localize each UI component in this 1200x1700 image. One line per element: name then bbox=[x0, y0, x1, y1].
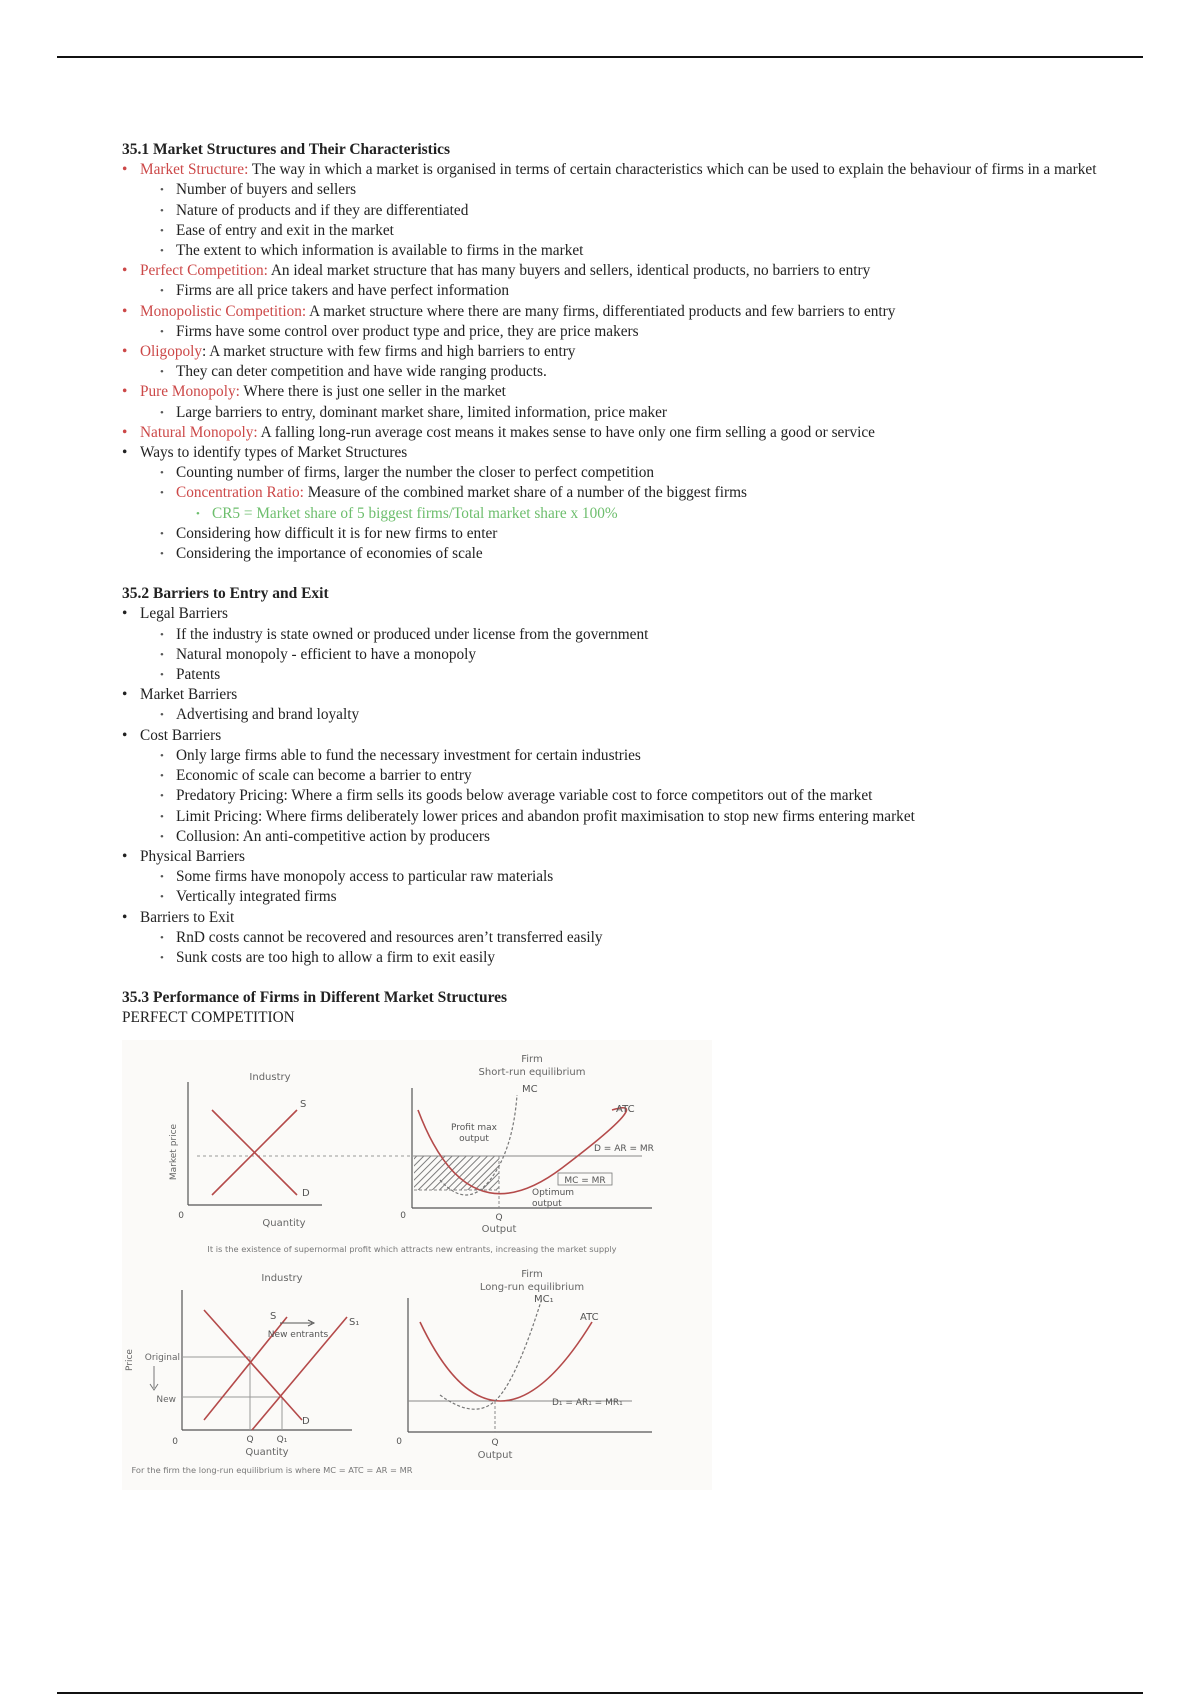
definition: Where there is just one seller in the market bbox=[239, 383, 506, 401]
lr-caption: For the firm the long-run equilibrium is where MC = ATC = AR = MR bbox=[131, 1465, 413, 1475]
list-item: • Collusion: An anti-competitive action by producers bbox=[122, 827, 1122, 847]
section-heading-35-2: 35.2 Barriers to Entry and Exit bbox=[122, 585, 329, 603]
list-item: • Large barriers to entry, dominant market share, limited information, price maker bbox=[122, 403, 1122, 423]
list-item: • RnD costs cannot be recovered and resources aren’t transferred easily bbox=[122, 928, 1122, 948]
term: Natural Monopoly: bbox=[140, 423, 258, 441]
term: Oligopoly bbox=[140, 343, 203, 361]
definition: A falling long-run average cost means it makes sense to have only one firm selling a good or service bbox=[257, 423, 875, 441]
section-35-1-list bbox=[122, 160, 1122, 564]
term: Pure Monopoly: bbox=[140, 383, 240, 401]
definition: Measure of the combined market share of a number of the biggest firms bbox=[303, 484, 747, 502]
list-item-cost-barriers: • Cost Barriers bbox=[122, 726, 1122, 746]
list-item: • Economic of scale can become a barrier to entry bbox=[122, 766, 1122, 786]
perfect-competition-figure bbox=[122, 1040, 712, 1490]
list-item: • Firms have some control over product type and price, they are price makers bbox=[122, 322, 1122, 342]
list-item: • Predatory Pricing: Where a firm sells its goods below average variable cost to force competitors out of the market bbox=[122, 786, 1122, 806]
list-item: • Nature of products and if they are differentiated bbox=[122, 201, 1122, 221]
sr-optimum-output-label: output bbox=[532, 1199, 562, 1209]
lr-price-label: Price bbox=[125, 1349, 135, 1371]
list-item-market-barriers: • Market Barriers bbox=[122, 685, 1122, 705]
sr-dar-mr-label: D = AR = MR bbox=[594, 1144, 654, 1154]
bottom-rule bbox=[57, 1692, 1143, 1694]
list-item-monopolistic-competition bbox=[122, 302, 1122, 322]
list-item: • If the industry is state owned or produced under license from the government bbox=[122, 625, 1122, 645]
term: Perfect Competition: bbox=[140, 262, 268, 280]
list-item: • Considering the importance of economies of scale bbox=[122, 544, 1122, 564]
sr-mc-label: MC bbox=[522, 1084, 538, 1095]
list-item-market-structure bbox=[122, 160, 1122, 180]
term: Market Structure: bbox=[140, 161, 249, 179]
lr-firm-title-1: Firm bbox=[521, 1269, 543, 1280]
list-item: • Counting number of firms, larger the number the closer to perfect competition bbox=[122, 463, 1122, 483]
sr-firm-x-label: Output bbox=[481, 1224, 517, 1235]
sr-optimum-label: Optimum bbox=[532, 1188, 575, 1198]
list-item-perfect-competition bbox=[122, 261, 1122, 281]
list-item: • Considering how difficult it is for new firms to enter bbox=[122, 524, 1122, 544]
section-subheading: PERFECT COMPETITION bbox=[122, 1009, 295, 1027]
lr-q1-label: Q₁ bbox=[276, 1435, 288, 1445]
list-item-pure-monopoly bbox=[122, 382, 1122, 402]
section-heading-35-3: 35.3 Performance of Firms in Different Market Structures bbox=[122, 989, 508, 1007]
term: Monopolistic Competition: bbox=[140, 302, 307, 320]
sr-firm-title-1: Firm bbox=[521, 1054, 543, 1065]
sr-industry-origin: 0 bbox=[178, 1211, 184, 1221]
list-item: • Sunk costs are too high to allow a firm to exit easily bbox=[122, 948, 1122, 968]
definition: The way in which a market is organised in terms of certain characteristics which can be used to explain the behaviour of firms in a market bbox=[248, 161, 1097, 179]
list-item: • They can deter competition and have wide ranging products. bbox=[122, 362, 1122, 382]
list-item-legal-barriers: • Legal Barriers bbox=[122, 604, 1122, 624]
list-item: • Some firms have monopoly access to particular raw materials bbox=[122, 867, 1122, 887]
section-35-2-list bbox=[122, 604, 1122, 968]
sr-q-label: Q bbox=[495, 1213, 503, 1223]
list-item: • Patents bbox=[122, 665, 1122, 685]
list-item: • Only large firms able to fund the necessary investment for certain industries bbox=[122, 746, 1122, 766]
lr-firm-x-label: Output bbox=[477, 1450, 513, 1461]
list-item: • The extent to which information is available to firms in the market bbox=[122, 241, 1122, 261]
list-item-barriers-to-exit: • Barriers to Exit bbox=[122, 908, 1122, 928]
lr-new-entrants-label: New entrants bbox=[267, 1330, 329, 1340]
lr-d1-label: D₁ = AR₁ = MR₁ bbox=[552, 1398, 623, 1408]
sr-mc-mr-label: MC = MR bbox=[564, 1176, 606, 1186]
list-item: • Natural monopoly - efficient to have a monopoly bbox=[122, 645, 1122, 665]
lr-mc1-label: MC₁ bbox=[534, 1294, 554, 1305]
lr-supply-shifted-label: S₁ bbox=[349, 1317, 360, 1328]
list-item-concentration-ratio bbox=[122, 483, 1122, 503]
sr-atc-label: ATC bbox=[616, 1104, 635, 1115]
lr-industry-x-label: Quantity bbox=[245, 1447, 289, 1458]
sr-profit-max-label: Profit max bbox=[451, 1123, 497, 1133]
lr-new-label: New bbox=[156, 1395, 176, 1405]
lr-industry-origin: 0 bbox=[172, 1437, 178, 1447]
formula: • CR5 = Market share of 5 biggest firms/Total market share x 100% bbox=[122, 504, 1122, 524]
figure-svg bbox=[122, 1040, 712, 1490]
definition: : A market structure with few firms and high barriers to entry bbox=[202, 343, 576, 361]
sr-caption: It is the existence of supernormal profit which attracts new entrants, increasing the market supply bbox=[207, 1244, 617, 1254]
term: Concentration Ratio: bbox=[176, 484, 304, 502]
top-rule bbox=[57, 56, 1143, 58]
lr-demand-label: D bbox=[302, 1416, 310, 1427]
sr-firm-origin: 0 bbox=[400, 1211, 406, 1221]
list-item-physical-barriers: • Physical Barriers bbox=[122, 847, 1122, 867]
list-item: • Vertically integrated firms bbox=[122, 887, 1122, 907]
sr-industry-title: Industry bbox=[249, 1072, 291, 1083]
lr-industry-title: Industry bbox=[261, 1273, 303, 1284]
section-heading-35-1: 35.1 Market Structures and Their Characteristics bbox=[122, 141, 451, 158]
sr-supply-label: S bbox=[300, 1099, 307, 1110]
lr-original-label: Original bbox=[144, 1353, 180, 1363]
list-item-identify: • Ways to identify types of Market Structures bbox=[122, 443, 1122, 463]
list-item: • Advertising and brand loyalty bbox=[122, 705, 1122, 725]
sr-industry-x-label: Quantity bbox=[262, 1218, 306, 1229]
lr-firm-title-2: Long-run equilibrium bbox=[479, 1282, 585, 1293]
lr-firm-origin: 0 bbox=[396, 1437, 402, 1447]
lr-atc-label: ATC bbox=[580, 1312, 599, 1323]
page-content bbox=[122, 140, 1122, 1029]
list-item-oligopoly bbox=[122, 342, 1122, 362]
sr-profit-max-output-label: output bbox=[459, 1134, 489, 1144]
definition: An ideal market structure that has many buyers and sellers, identical products, no barriers to entry bbox=[267, 262, 871, 280]
sr-market-price-label: Market price bbox=[169, 1123, 179, 1181]
definition: A market structure where there are many firms, differentiated products and few barriers to entry bbox=[306, 302, 896, 320]
list-item-natural-monopoly bbox=[122, 423, 1122, 443]
sr-demand-label: D bbox=[302, 1188, 310, 1199]
list-item: • Limit Pricing: Where firms deliberately lower prices and abandon profit maximisation to stop new firms entering market bbox=[122, 807, 1122, 827]
lr-supply-label: S bbox=[270, 1311, 277, 1322]
lr-q-label: Q bbox=[246, 1435, 254, 1445]
sr-firm-title-2: Short-run equilibrium bbox=[478, 1067, 586, 1078]
list-item: • Firms are all price takers and have perfect information bbox=[122, 281, 1122, 301]
list-item: • Number of buyers and sellers bbox=[122, 180, 1122, 200]
sr-supernormal-profit-area bbox=[414, 1156, 499, 1190]
lr-firm-q-label: Q bbox=[491, 1438, 499, 1448]
list-item: • Ease of entry and exit in the market bbox=[122, 221, 1122, 241]
